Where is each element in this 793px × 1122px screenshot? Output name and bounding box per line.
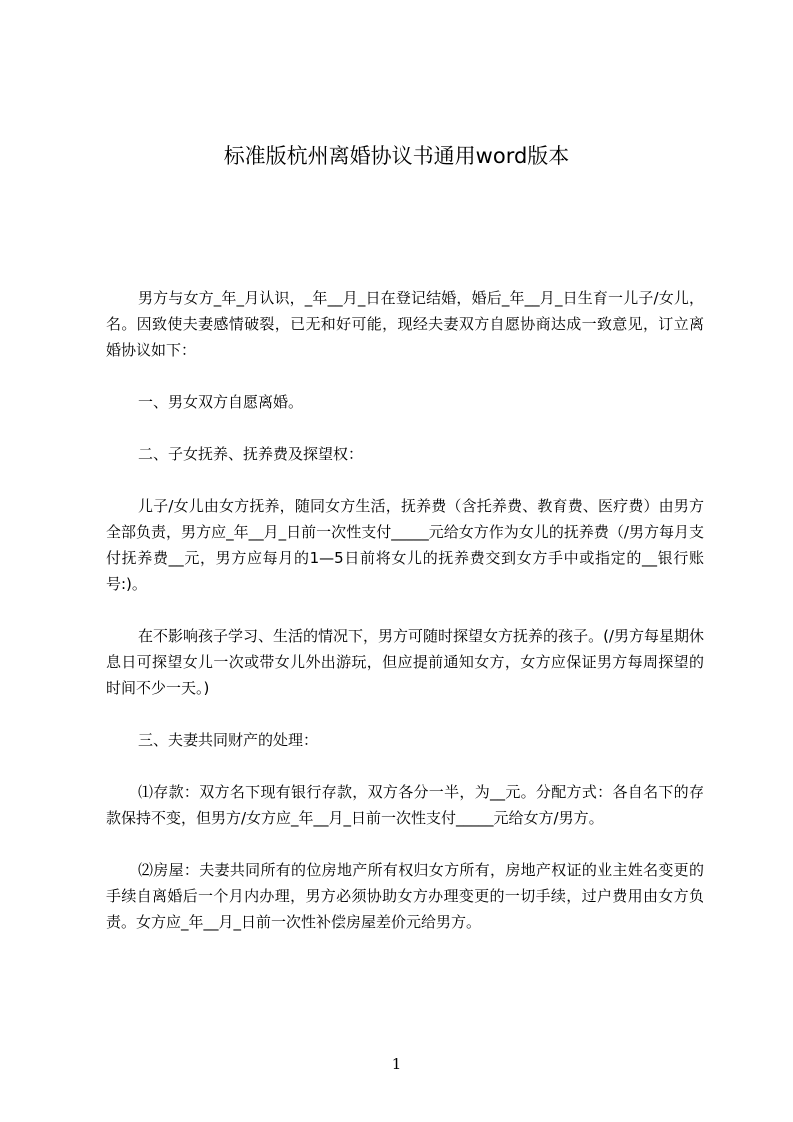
savings-paragraph: ⑴存款：双方名下现有银行存款，双方各分一半，为__元。分配方式：各自名下的存款保持不变，但男方/女方应_年__月_日前一次性支付_____元给女方/男方。 xyxy=(106,783,704,827)
visitation-paragraph: 在不影响孩子学习、生活的情况下，男方可随时探望女方抚养的孩子。(/男方每星期休息日可探望女儿一次或带女儿外出游玩，但应提前通知女方，女方应保证男方每周探望的时间不少一天。) xyxy=(106,627,704,697)
document-body xyxy=(106,285,704,961)
page-number: 1 xyxy=(391,1055,402,1073)
document-title: 标准版杭州离婚协议书通用word版本 xyxy=(223,144,570,168)
section-heading-custody: 二、子女抚养、抚养费及探望权： xyxy=(138,445,364,463)
intro-paragraph: 男方与女方_年_月认识，_年__月_日在登记结婚，婚后_年__月_日生育一儿子/女儿，名。因致使夫妻感情破裂，已无和好可能，现经夫妻双方自愿协商达成一致意见，订立离婚协议如下： xyxy=(106,289,704,359)
house-paragraph: ⑵房屋：夫妻共同所有的位房地产所有权归女方所有，房地产权证的业主姓名变更的手续自离婚后一个月内办理，男方必须协助女方办理变更的一切手续，过户费用由女方负责。女方应_年__月_日前一次性补偿房屋差价元给男方。 xyxy=(106,861,704,931)
section-heading-property: 三、夫妻共同财产的处理： xyxy=(138,731,319,749)
custody-paragraph: 儿子/女儿由女方抚养，随同女方生活，抚养费（含托养费、教育费、医疗费）由男方全部负责，男方应_年__月_日前一次性支付_____元给女方作为女儿的抚养费（/男方每月支付抚养费__元，男方应每月的1—5日前将女儿的抚养费交到女方手中或指定的__银行账号:)。 xyxy=(106,497,704,593)
section-heading-divorce: 一、男女双方自愿离婚。 xyxy=(138,393,304,411)
